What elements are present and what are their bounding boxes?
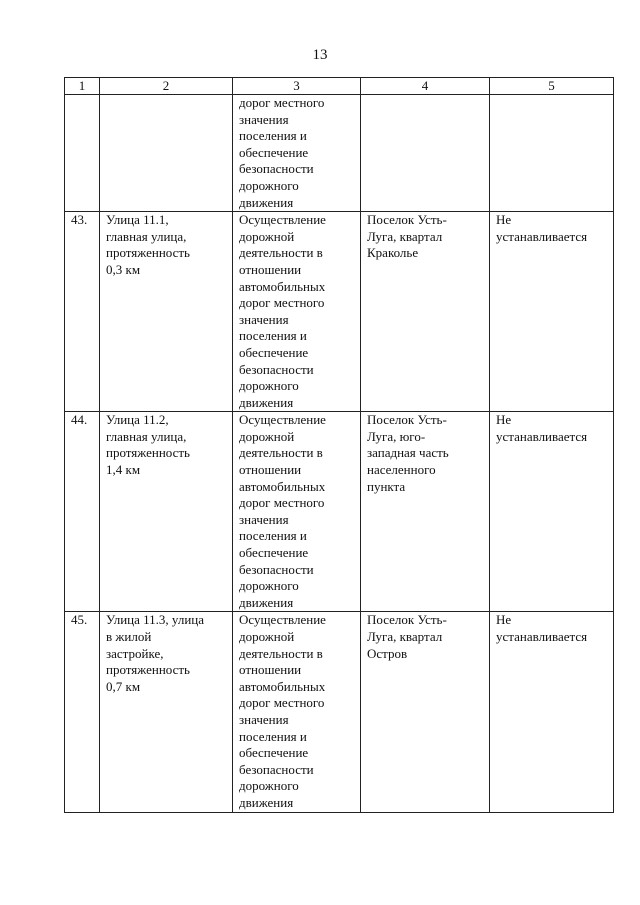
cell-text-line: Луга, квартал [367,629,443,644]
cell-text-line: дорог местного [239,695,325,711]
cell-text-line: безопасности [239,361,314,377]
cell-text-line: дорожной [239,629,295,644]
restriction-cell [490,412,614,612]
cell-text-line: Поселок Усть- [367,212,447,228]
object-name-cell [100,95,233,212]
cell-text-line: застройке, [106,645,164,661]
cell-text-line: Поселок Усть- [367,612,447,628]
table-row [65,95,614,212]
purpose-cell [233,95,361,212]
cell-text-line: отношении [239,261,302,277]
purpose-cell [233,412,361,612]
cell-text-line: дорог местного [239,295,325,311]
object-name-cell [100,212,233,412]
cell-text-line: значения [239,711,289,727]
cell-text-line: Улица 11.1, [106,212,169,228]
cell-text-line: обеспечение [239,745,309,761]
object-name-cell [100,412,233,612]
cell-text-line: деятельности в [239,245,323,261]
cell-text-line: протяженность [106,245,190,261]
object-name-cell [100,612,233,812]
cell-text-line: Краколье [367,245,419,261]
column-header-1: 1 [65,78,100,95]
location-cell [361,612,490,812]
restriction-cell [490,212,614,412]
cell-text-line: дорожного [239,177,299,193]
cell-text-line: безопасности [239,161,314,177]
purpose-cell [233,612,361,812]
cell-text-line: отношении [239,462,302,478]
cell-text-line: дорожного [239,778,299,794]
cell-text-line: главная улица, [106,428,187,444]
cell-text-line: главная улица, [106,228,187,244]
cell-text-line: дорожной [239,428,295,444]
cell-text-line: протяженность [106,662,190,678]
cell-text-line: устанавливается [496,428,588,444]
cell-text-line: устанавливается [496,629,588,644]
cell-text-line: автомобильных [239,278,326,294]
cell-text-line: Луга, квартал [367,228,443,244]
cell-text-line: обеспечение [239,344,309,360]
cell-text-line: дорог местного [239,495,325,511]
cell-text-line: движения [239,594,294,610]
table-header [65,78,614,95]
cell-text-line: поселения и [239,128,307,144]
cell-text-line: движения [239,194,294,210]
column-header-4: 4 [361,78,490,95]
row-number: 44. [71,412,88,428]
cell-text-line: дорог местного [239,95,325,110]
cell-text-line: Луга, юго- [367,428,426,444]
cell-text-line: Улица 11.2, [106,412,169,428]
cell-text-line: значения [239,311,289,327]
cell-text-line: Не [496,212,512,228]
cell-text-line: безопасности [239,761,314,777]
cell-text-line: Осуществление [239,412,326,428]
cell-text-line: устанавливается [496,228,588,244]
table-row [65,612,614,812]
cell-text-line: движения [239,794,294,810]
row-number-cell [65,412,100,612]
cell-text-line: в жилой [106,629,152,644]
cell-text-line: пункта [367,478,406,494]
row-number: 43. [71,212,88,228]
page-number: 13 [312,47,328,63]
column-header-3: 3 [233,78,361,95]
cell-text-line: Улица 11.3, улица [106,612,205,628]
cell-text-line: деятельности в [239,445,323,461]
purpose-cell [233,212,361,412]
cell-text-line: безопасности [239,561,314,577]
cell-text-line: деятельности в [239,645,323,661]
row-number: 45. [71,612,88,628]
table-body [65,95,614,813]
location-cell [361,412,490,612]
row-number-cell [65,612,100,812]
table-row [65,212,614,412]
cell-text-line: поселения и [239,728,307,744]
cell-text-line: автомобильных [239,478,326,494]
cell-text-line: 0,3 км [106,261,141,277]
cell-text-line: Не [496,412,512,428]
cell-text-line: значения [239,111,289,127]
cell-text-line: поселения и [239,328,307,344]
column-header-2: 2 [100,78,233,95]
restriction-cell [490,612,614,812]
cell-text-line: населенного [367,462,436,478]
cell-text-line: обеспечение [239,545,309,561]
row-number-cell [65,95,100,212]
table-row [65,412,614,612]
cell-text-line: обеспечение [239,144,309,160]
cell-text-line: дорожной [239,228,295,244]
cell-text-line: отношении [239,662,302,678]
cell-text-line: протяженность [106,445,190,461]
cell-text-line: автомобильных [239,678,326,694]
cell-text-line: движения [239,394,294,410]
cell-text-line: западная часть [367,445,449,461]
cell-text-line: значения [239,511,289,527]
cell-text-line: Осуществление [239,612,326,628]
cell-text-line: Осуществление [239,212,326,228]
cell-text-line: 1,4 км [106,462,141,478]
header-row [65,78,614,95]
cell-text-line: Не [496,612,512,628]
cell-text-line: дорожного [239,378,299,394]
cell-text-line: поселения и [239,528,307,544]
cell-text-line: Поселок Усть- [367,412,447,428]
row-number-cell [65,212,100,412]
cell-text-line: Остров [367,645,408,661]
cell-text-line: 0,7 км [106,678,141,694]
location-cell [361,212,490,412]
cell-text-line: дорожного [239,578,299,594]
location-cell [361,95,490,212]
restriction-cell [490,95,614,212]
column-header-5: 5 [490,78,614,95]
data-table [64,77,614,813]
